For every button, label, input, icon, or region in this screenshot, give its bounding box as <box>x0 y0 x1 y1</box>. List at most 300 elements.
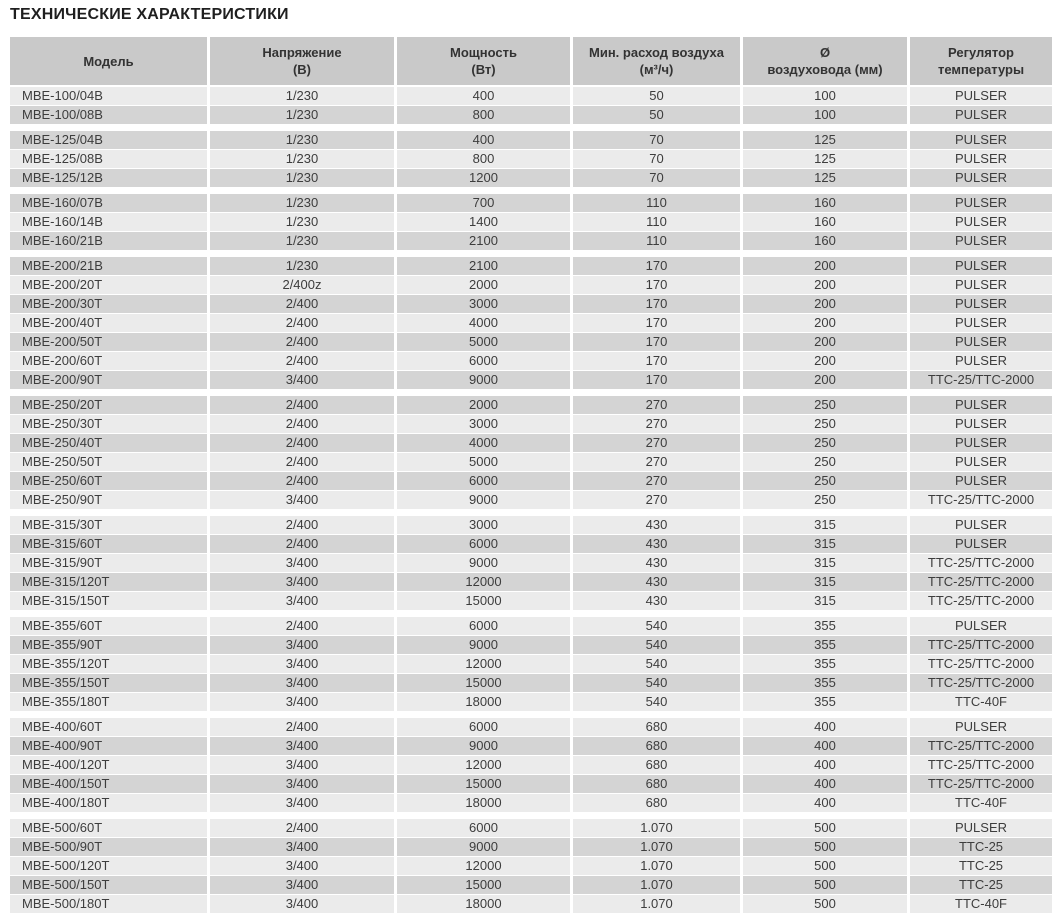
cell-model: MBE-160/14B <box>10 213 207 231</box>
cell-diameter: 250 <box>743 415 907 433</box>
cell-airflow: 50 <box>573 106 740 124</box>
cell-voltage: 1/230 <box>210 169 394 187</box>
cell-power: 6000 <box>397 352 570 370</box>
cell-airflow: 1.070 <box>573 838 740 856</box>
cell-airflow: 170 <box>573 314 740 332</box>
cell-power: 3000 <box>397 516 570 534</box>
cell-power: 6000 <box>397 472 570 490</box>
cell-voltage: 2/400z <box>210 276 394 294</box>
cell-airflow: 680 <box>573 737 740 755</box>
cell-voltage: 1/230 <box>210 213 394 231</box>
cell-model: MBE-355/60T <box>10 617 207 635</box>
cell-voltage: 3/400 <box>210 876 394 894</box>
cell-voltage: 1/230 <box>210 232 394 250</box>
cell-diameter: 200 <box>743 333 907 351</box>
cell-voltage: 1/230 <box>210 150 394 168</box>
cell-regulator: TTC-25/TTC-2000 <box>910 737 1052 755</box>
cell-regulator: TTC-25/TTC-2000 <box>910 674 1052 692</box>
cell-airflow: 170 <box>573 333 740 351</box>
cell-airflow: 540 <box>573 617 740 635</box>
cell-voltage: 3/400 <box>210 592 394 610</box>
cell-model: MBE-200/40T <box>10 314 207 332</box>
cell-voltage: 2/400 <box>210 819 394 837</box>
cell-diameter: 500 <box>743 838 907 856</box>
cell-voltage: 3/400 <box>210 737 394 755</box>
cell-model: MBE-315/150T <box>10 592 207 610</box>
table-row <box>10 876 1052 894</box>
table-row <box>10 371 1052 389</box>
table-row <box>10 592 1052 610</box>
cell-regulator: PULSER <box>910 396 1052 414</box>
table-row <box>10 131 1052 149</box>
cell-airflow: 680 <box>573 756 740 774</box>
table-row <box>10 838 1052 856</box>
table-row <box>10 213 1052 231</box>
cell-airflow: 270 <box>573 434 740 452</box>
cell-airflow: 170 <box>573 257 740 275</box>
cell-airflow: 540 <box>573 636 740 654</box>
cell-power: 9000 <box>397 554 570 572</box>
header-label-airflow-line2: (м³/ч) <box>639 62 674 77</box>
cell-regulator: TTC-25/TTC-2000 <box>910 491 1052 509</box>
cell-voltage: 2/400 <box>210 516 394 534</box>
cell-model: MBE-125/04B <box>10 131 207 149</box>
cell-model: MBE-315/90T <box>10 554 207 572</box>
table-row <box>10 276 1052 294</box>
header-cell-regulator <box>910 37 1052 85</box>
cell-power: 800 <box>397 106 570 124</box>
cell-power: 18000 <box>397 895 570 913</box>
cell-airflow: 170 <box>573 371 740 389</box>
table-row <box>10 333 1052 351</box>
table-row <box>10 819 1052 837</box>
header-label-regulator-line1: Регулятор <box>948 45 1014 60</box>
cell-model: MBE-355/150T <box>10 674 207 692</box>
cell-power: 15000 <box>397 775 570 793</box>
cell-power: 9000 <box>397 371 570 389</box>
cell-diameter: 400 <box>743 775 907 793</box>
cell-airflow: 430 <box>573 573 740 591</box>
cell-regulator: PULSER <box>910 472 1052 490</box>
cell-model: MBE-400/180T <box>10 794 207 812</box>
cell-regulator: PULSER <box>910 169 1052 187</box>
cell-power: 1400 <box>397 213 570 231</box>
cell-voltage: 3/400 <box>210 371 394 389</box>
cell-model: MBE-500/90T <box>10 838 207 856</box>
cell-diameter: 100 <box>743 87 907 105</box>
cell-voltage: 3/400 <box>210 491 394 509</box>
cell-regulator: PULSER <box>910 453 1052 471</box>
cell-voltage: 3/400 <box>210 775 394 793</box>
cell-diameter: 355 <box>743 674 907 692</box>
cell-voltage: 1/230 <box>210 194 394 212</box>
cell-diameter: 125 <box>743 131 907 149</box>
cell-regulator: PULSER <box>910 257 1052 275</box>
header-cell-voltage <box>210 37 394 85</box>
cell-diameter: 250 <box>743 472 907 490</box>
cell-power: 2000 <box>397 276 570 294</box>
cell-power: 5000 <box>397 453 570 471</box>
cell-diameter: 315 <box>743 573 907 591</box>
cell-model: MBE-100/04B <box>10 87 207 105</box>
cell-diameter: 400 <box>743 718 907 736</box>
cell-voltage: 2/400 <box>210 718 394 736</box>
cell-model: MBE-200/50T <box>10 333 207 351</box>
cell-model: MBE-200/20T <box>10 276 207 294</box>
cell-airflow: 1.070 <box>573 876 740 894</box>
cell-power: 18000 <box>397 794 570 812</box>
cell-model: MBE-400/150T <box>10 775 207 793</box>
cell-model: MBE-200/90T <box>10 371 207 389</box>
table-row <box>10 718 1052 736</box>
table-row <box>10 472 1052 490</box>
cell-diameter: 400 <box>743 794 907 812</box>
cell-regulator: TTC-25 <box>910 876 1052 894</box>
cell-voltage: 2/400 <box>210 472 394 490</box>
cell-diameter: 200 <box>743 257 907 275</box>
cell-model: MBE-400/60T <box>10 718 207 736</box>
spec-table <box>10 37 1052 914</box>
cell-model: MBE-400/90T <box>10 737 207 755</box>
cell-model: MBE-315/60T <box>10 535 207 553</box>
cell-airflow: 270 <box>573 453 740 471</box>
cell-diameter: 160 <box>743 213 907 231</box>
cell-diameter: 315 <box>743 554 907 572</box>
cell-diameter: 315 <box>743 516 907 534</box>
header-label-model: Модель <box>83 53 134 69</box>
cell-power: 6000 <box>397 617 570 635</box>
cell-airflow: 430 <box>573 516 740 534</box>
cell-airflow: 540 <box>573 674 740 692</box>
table-header-row <box>10 37 1052 85</box>
cell-model: MBE-500/180T <box>10 895 207 913</box>
header-cell-model <box>10 37 207 85</box>
cell-voltage: 3/400 <box>210 693 394 711</box>
table-row <box>10 415 1052 433</box>
cell-voltage: 1/230 <box>210 257 394 275</box>
cell-model: MBE-315/30T <box>10 516 207 534</box>
cell-airflow: 110 <box>573 232 740 250</box>
cell-regulator: PULSER <box>910 106 1052 124</box>
cell-power: 12000 <box>397 573 570 591</box>
cell-model: MBE-500/150T <box>10 876 207 894</box>
cell-power: 400 <box>397 131 570 149</box>
cell-diameter: 125 <box>743 150 907 168</box>
cell-diameter: 500 <box>743 819 907 837</box>
cell-regulator: TTC-40F <box>910 794 1052 812</box>
cell-regulator: PULSER <box>910 213 1052 231</box>
cell-diameter: 400 <box>743 756 907 774</box>
cell-model: MBE-500/60T <box>10 819 207 837</box>
cell-regulator: TTC-25/TTC-2000 <box>910 655 1052 673</box>
table-row <box>10 150 1052 168</box>
cell-regulator: TTC-25/TTC-2000 <box>910 371 1052 389</box>
cell-power: 2100 <box>397 232 570 250</box>
table-row <box>10 295 1052 313</box>
cell-power: 15000 <box>397 674 570 692</box>
cell-airflow: 50 <box>573 87 740 105</box>
cell-model: MBE-100/08B <box>10 106 207 124</box>
cell-diameter: 400 <box>743 737 907 755</box>
cell-voltage: 2/400 <box>210 333 394 351</box>
cell-model: MBE-250/50T <box>10 453 207 471</box>
cell-regulator: PULSER <box>910 352 1052 370</box>
table-row <box>10 895 1052 913</box>
cell-power: 3000 <box>397 415 570 433</box>
cell-airflow: 170 <box>573 352 740 370</box>
cell-model: MBE-250/60T <box>10 472 207 490</box>
cell-voltage: 2/400 <box>210 415 394 433</box>
cell-airflow: 270 <box>573 472 740 490</box>
cell-power: 5000 <box>397 333 570 351</box>
cell-airflow: 540 <box>573 693 740 711</box>
table-row <box>10 314 1052 332</box>
header-label-voltage-line2: (В) <box>292 62 312 77</box>
table-row <box>10 232 1052 250</box>
cell-power: 4000 <box>397 314 570 332</box>
cell-model: MBE-250/90T <box>10 491 207 509</box>
cell-regulator: TTC-25/TTC-2000 <box>910 573 1052 591</box>
cell-regulator: PULSER <box>910 194 1052 212</box>
cell-diameter: 200 <box>743 276 907 294</box>
cell-power: 9000 <box>397 491 570 509</box>
cell-model: MBE-125/12B <box>10 169 207 187</box>
cell-power: 15000 <box>397 876 570 894</box>
cell-airflow: 1.070 <box>573 857 740 875</box>
table-body <box>10 87 1052 913</box>
table-row <box>10 194 1052 212</box>
cell-diameter: 500 <box>743 876 907 894</box>
cell-model: MBE-200/30T <box>10 295 207 313</box>
cell-voltage: 3/400 <box>210 794 394 812</box>
cell-voltage: 3/400 <box>210 573 394 591</box>
cell-regulator: PULSER <box>910 718 1052 736</box>
table-row <box>10 857 1052 875</box>
cell-voltage: 3/400 <box>210 655 394 673</box>
cell-regulator: PULSER <box>910 516 1052 534</box>
table-row <box>10 617 1052 635</box>
cell-model: MBE-250/40T <box>10 434 207 452</box>
cell-diameter: 200 <box>743 314 907 332</box>
cell-regulator: PULSER <box>910 131 1052 149</box>
cell-voltage: 1/230 <box>210 131 394 149</box>
cell-airflow: 1.070 <box>573 895 740 913</box>
cell-model: MBE-500/120T <box>10 857 207 875</box>
cell-regulator: TTC-25 <box>910 838 1052 856</box>
cell-airflow: 110 <box>573 213 740 231</box>
cell-diameter: 250 <box>743 434 907 452</box>
cell-voltage: 2/400 <box>210 535 394 553</box>
header-label-diameter-line1: Ø <box>819 45 831 60</box>
cell-diameter: 200 <box>743 352 907 370</box>
header-cell-diameter <box>743 37 907 85</box>
cell-voltage: 2/400 <box>210 434 394 452</box>
cell-regulator: PULSER <box>910 87 1052 105</box>
cell-model: MBE-400/120T <box>10 756 207 774</box>
cell-voltage: 3/400 <box>210 895 394 913</box>
cell-diameter: 355 <box>743 655 907 673</box>
cell-airflow: 1.070 <box>573 819 740 837</box>
header-label-power-line1: Мощность <box>450 45 517 60</box>
cell-power: 6000 <box>397 819 570 837</box>
cell-model: MBE-250/20T <box>10 396 207 414</box>
cell-regulator: PULSER <box>910 333 1052 351</box>
table-row <box>10 554 1052 572</box>
cell-power: 12000 <box>397 655 570 673</box>
cell-model: MBE-160/07B <box>10 194 207 212</box>
cell-regulator: PULSER <box>910 295 1052 313</box>
cell-regulator: TTC-25/TTC-2000 <box>910 756 1052 774</box>
cell-diameter: 315 <box>743 592 907 610</box>
header-label-power-line2: (Вт) <box>471 62 496 77</box>
cell-diameter: 355 <box>743 636 907 654</box>
cell-power: 400 <box>397 87 570 105</box>
table-row <box>10 535 1052 553</box>
cell-regulator: PULSER <box>910 276 1052 294</box>
cell-airflow: 270 <box>573 396 740 414</box>
cell-airflow: 680 <box>573 718 740 736</box>
cell-voltage: 3/400 <box>210 554 394 572</box>
cell-regulator: PULSER <box>910 314 1052 332</box>
cell-power: 3000 <box>397 295 570 313</box>
cell-regulator: TTC-40F <box>910 895 1052 913</box>
cell-airflow: 430 <box>573 592 740 610</box>
cell-power: 15000 <box>397 592 570 610</box>
cell-model: MBE-355/90T <box>10 636 207 654</box>
cell-power: 1200 <box>397 169 570 187</box>
cell-airflow: 70 <box>573 150 740 168</box>
cell-model: MBE-355/180T <box>10 693 207 711</box>
cell-diameter: 160 <box>743 232 907 250</box>
cell-power: 4000 <box>397 434 570 452</box>
table-row <box>10 655 1052 673</box>
cell-voltage: 2/400 <box>210 617 394 635</box>
cell-regulator: TTC-25/TTC-2000 <box>910 636 1052 654</box>
cell-regulator: PULSER <box>910 434 1052 452</box>
cell-voltage: 2/400 <box>210 352 394 370</box>
table-row <box>10 775 1052 793</box>
cell-regulator: PULSER <box>910 232 1052 250</box>
cell-regulator: PULSER <box>910 150 1052 168</box>
cell-voltage: 3/400 <box>210 756 394 774</box>
cell-model: MBE-355/120T <box>10 655 207 673</box>
table-row <box>10 257 1052 275</box>
cell-voltage: 2/400 <box>210 453 394 471</box>
cell-model: MBE-250/30T <box>10 415 207 433</box>
cell-regulator: TTC-40F <box>910 693 1052 711</box>
cell-diameter: 100 <box>743 106 907 124</box>
cell-diameter: 250 <box>743 396 907 414</box>
table-row <box>10 693 1052 711</box>
cell-airflow: 170 <box>573 295 740 313</box>
cell-regulator: TTC-25 <box>910 857 1052 875</box>
cell-airflow: 430 <box>573 554 740 572</box>
table-row <box>10 453 1052 471</box>
table-row <box>10 491 1052 509</box>
header-label-airflow-line1: Мин. расход воздуха <box>589 45 724 60</box>
cell-airflow: 70 <box>573 169 740 187</box>
table-row <box>10 674 1052 692</box>
cell-diameter: 200 <box>743 371 907 389</box>
cell-model: MBE-200/21B <box>10 257 207 275</box>
cell-voltage: 1/230 <box>210 106 394 124</box>
cell-airflow: 270 <box>573 415 740 433</box>
cell-model: MBE-200/60T <box>10 352 207 370</box>
cell-diameter: 315 <box>743 535 907 553</box>
header-cell-airflow <box>573 37 740 85</box>
cell-voltage: 1/230 <box>210 87 394 105</box>
cell-voltage: 2/400 <box>210 295 394 313</box>
cell-diameter: 355 <box>743 693 907 711</box>
cell-power: 12000 <box>397 857 570 875</box>
cell-model: MBE-125/08B <box>10 150 207 168</box>
cell-airflow: 680 <box>573 775 740 793</box>
table-row <box>10 87 1052 105</box>
header-label-diameter-line2: воздуховода (мм) <box>767 62 883 77</box>
cell-power: 6000 <box>397 718 570 736</box>
cell-power: 12000 <box>397 756 570 774</box>
header-label-regulator-line2: температуры <box>937 62 1025 77</box>
cell-diameter: 250 <box>743 491 907 509</box>
cell-power: 9000 <box>397 636 570 654</box>
table-row <box>10 794 1052 812</box>
cell-power: 6000 <box>397 535 570 553</box>
cell-airflow: 540 <box>573 655 740 673</box>
cell-power: 2100 <box>397 257 570 275</box>
table-row <box>10 434 1052 452</box>
cell-regulator: PULSER <box>910 617 1052 635</box>
cell-diameter: 355 <box>743 617 907 635</box>
header-cell-power <box>397 37 570 85</box>
page-title: ТЕХНИЧЕСКИЕ ХАРАКТЕРИСТИКИ <box>10 6 289 23</box>
table-row <box>10 516 1052 534</box>
cell-power: 18000 <box>397 693 570 711</box>
cell-diameter: 500 <box>743 857 907 875</box>
cell-voltage: 3/400 <box>210 857 394 875</box>
cell-diameter: 500 <box>743 895 907 913</box>
table-row <box>10 352 1052 370</box>
cell-airflow: 170 <box>573 276 740 294</box>
table-row <box>10 636 1052 654</box>
cell-airflow: 110 <box>573 194 740 212</box>
cell-power: 700 <box>397 194 570 212</box>
cell-power: 800 <box>397 150 570 168</box>
cell-regulator: PULSER <box>910 415 1052 433</box>
cell-diameter: 200 <box>743 295 907 313</box>
cell-model: MBE-315/120T <box>10 573 207 591</box>
cell-regulator: PULSER <box>910 535 1052 553</box>
cell-voltage: 2/400 <box>210 314 394 332</box>
cell-airflow: 680 <box>573 794 740 812</box>
cell-power: 2000 <box>397 396 570 414</box>
cell-airflow: 270 <box>573 491 740 509</box>
cell-voltage: 3/400 <box>210 636 394 654</box>
cell-power: 9000 <box>397 838 570 856</box>
cell-airflow: 430 <box>573 535 740 553</box>
cell-airflow: 70 <box>573 131 740 149</box>
cell-diameter: 250 <box>743 453 907 471</box>
table-row <box>10 756 1052 774</box>
header-label-voltage-line1: Напряжение <box>262 45 342 60</box>
cell-regulator: TTC-25/TTC-2000 <box>910 775 1052 793</box>
cell-regulator: PULSER <box>910 819 1052 837</box>
cell-voltage: 3/400 <box>210 674 394 692</box>
cell-voltage: 3/400 <box>210 838 394 856</box>
cell-power: 9000 <box>397 737 570 755</box>
table-row <box>10 573 1052 591</box>
cell-model: MBE-160/21B <box>10 232 207 250</box>
table-row <box>10 106 1052 124</box>
